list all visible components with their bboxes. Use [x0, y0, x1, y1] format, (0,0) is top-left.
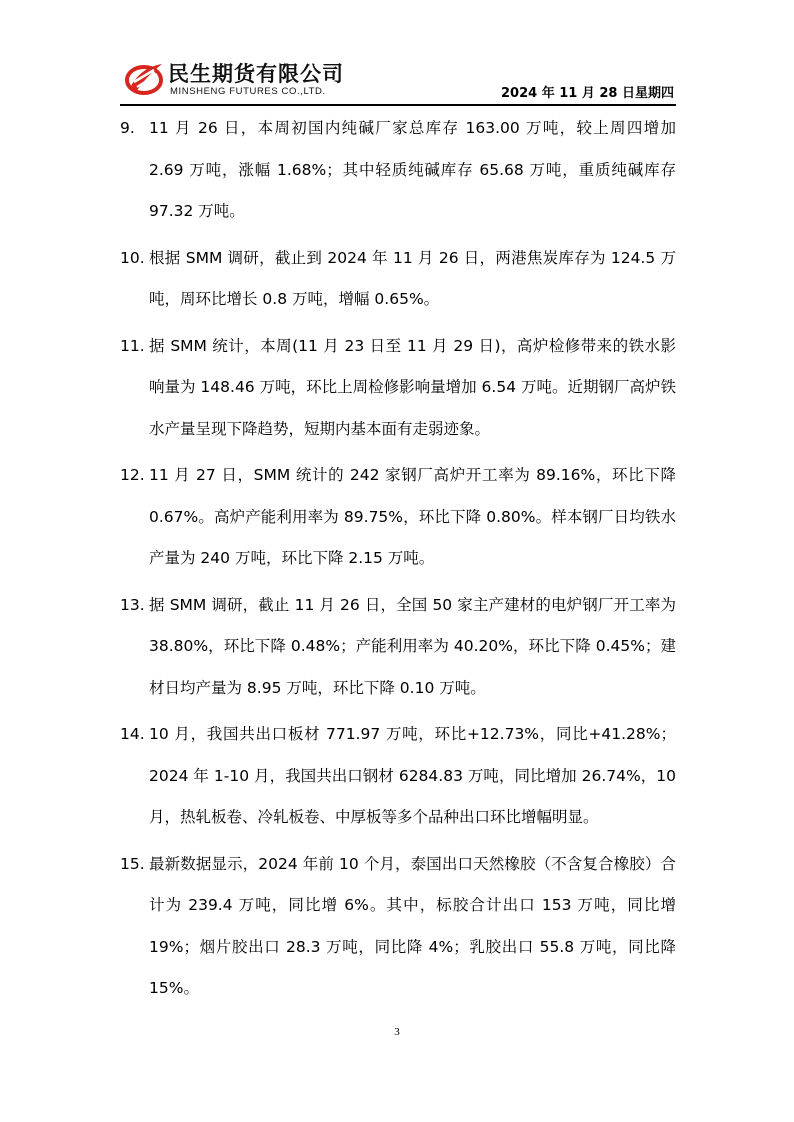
company-name-cn: 民生期货有限公司: [168, 62, 344, 86]
item-number: 14.: [120, 725, 145, 743]
list-item: [120, 844, 676, 1010]
list-item: [120, 326, 676, 451]
item-number: 10.: [120, 248, 145, 267]
item-text: 根据 SMM 调研，截止到 2024 年 11 月 26 日，两港焦炭库存为 124.5 万吨，周环比增长 0.8 万吨，增幅 0.65%。: [149, 248, 676, 308]
item-number: 11.: [120, 336, 145, 355]
item-number: 9.: [120, 119, 135, 137]
item-text: 据 SMM 统计，本周(11 月 23 日至 11 月 29 日)，高炉检修带来的铁水影响量为 148.46 万吨，环比上周检修影响量增加 6.54 万吨。近期钢厂高炉铁水产量呈现下降趋势，短期内基本面有走弱迹象。: [149, 336, 676, 438]
swoosh-logo-icon: [124, 58, 164, 98]
header-divider: [120, 104, 676, 106]
company-name-en: MINSHENG FUTURES CO.,LTD.: [170, 86, 326, 97]
item-number: 12.: [120, 466, 145, 484]
item-text: 最新数据显示，2024 年前 10 个月，泰国出口天然橡胶（不含复合橡胶）合计为 239.4 万吨，同比增 6%。其中，标胶合计出口 153 万吨，同比增 19%；烟片胶出口 28.3 万吨，同比降 4%；乳胶出口 55.8 万吨，同比降 15%。: [149, 854, 676, 997]
company-logo: [120, 56, 380, 104]
page-header: [120, 56, 676, 106]
item-text: 10 月，我国共出口板材 771.97 万吨，环比+12.73%，同比+41.28%；2024 年 1-10 月，我国共出口钢材 6284.83 万吨，同比增加 26.74%，10 月，热轧板卷、冷轧板卷、中厚板等多个品种出口环比增幅明显。: [149, 725, 676, 826]
page-number: 3: [394, 1026, 400, 1038]
list-item: [120, 108, 676, 233]
item-text: 据 SMM 调研，截止 11 月 26 日，全国 50 家主产建材的电炉钢厂开工率为 38.80%，环比下降 0.48%；产能利用率为 40.20%，环比下降 0.45%；建材日均产量为 8.95 万吨，环比下降 0.10 万吨。: [149, 595, 676, 697]
list-item: [120, 238, 676, 321]
report-date: 2024 年 11 月 28 日星期四: [501, 86, 674, 101]
news-list: [120, 108, 676, 1015]
list-item: [120, 714, 676, 839]
item-number: 15.: [120, 854, 145, 873]
item-text: 11 月 26 日，本周初国内纯碱厂家总库存 163.00 万吨，较上周四增加 2.69 万吨，涨幅 1.68%；其中轻质纯碱库存 65.68 万吨，重质纯碱库存 97.32 万吨。: [149, 119, 676, 220]
list-item: [120, 455, 676, 580]
list-item: [120, 585, 676, 710]
item-number: 13.: [120, 595, 145, 614]
item-text: 11 月 27 日，SMM 统计的 242 家钢厂高炉开工率为 89.16%，环比下降 0.67%。高炉产能利用率为 89.75%，环比下降 0.80%。样本钢厂日均铁水产量为 240 万吨，环比下降 2.15 万吨。: [149, 466, 676, 567]
